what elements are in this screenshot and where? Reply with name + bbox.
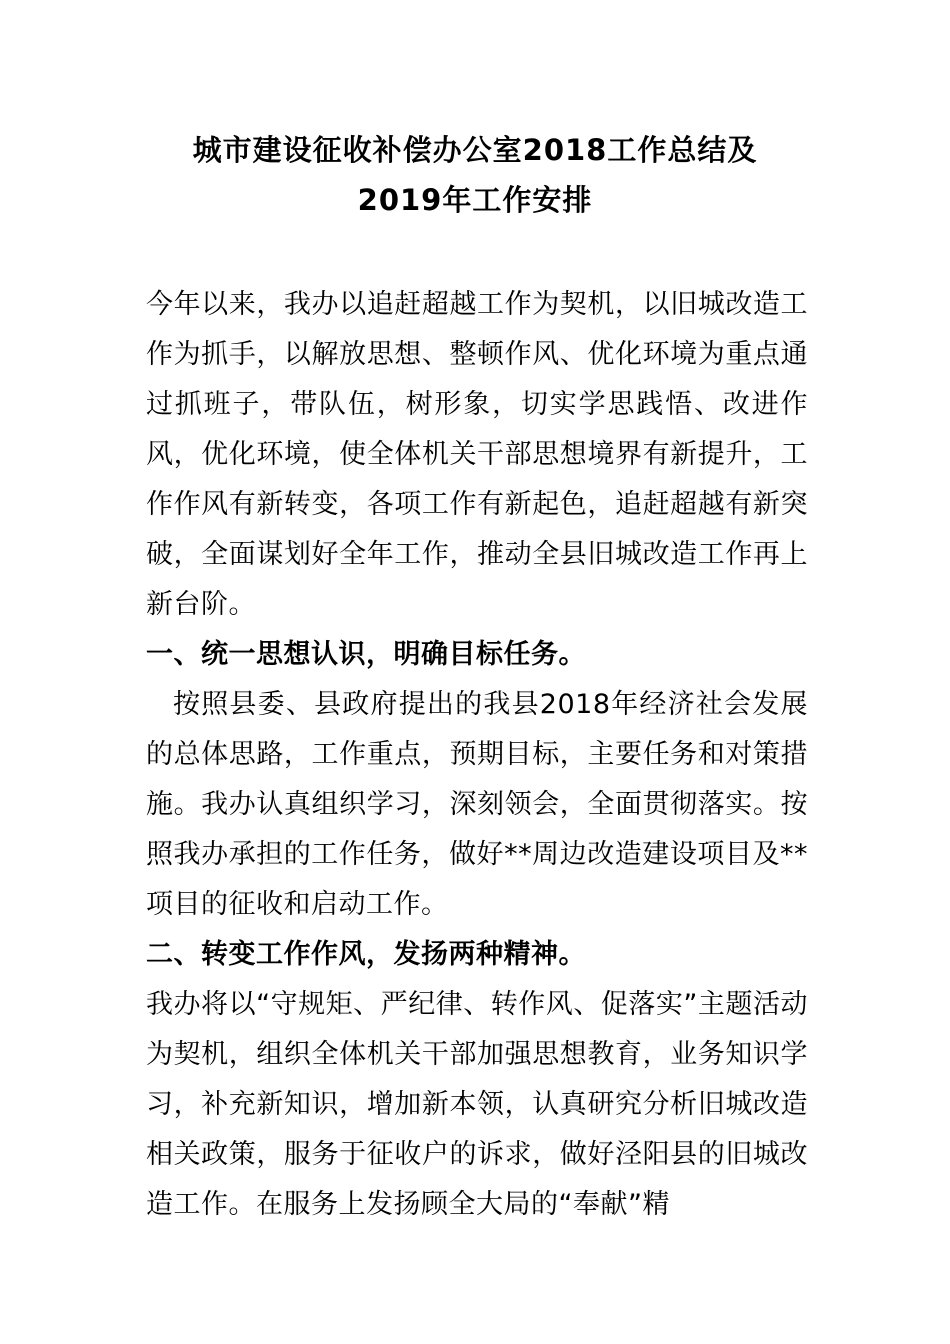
document-title-line1: 城市建设征收补偿办公室2018工作总结及 <box>192 133 758 167</box>
intro-paragraph: 今年以来，我办以追赶超越工作为契机，以旧城改造工作为抓手，以解放思想、整顿作风、优化环境为重点通过抓班子，带队伍，树形象，切实学思践悟、改进作风，优化环境，使全体机关干部思想境界有新提升，工作作风有新转变，各项工作有新起色，追赶超越有新突破，全面谋划好全年工作，推动全县旧城改造工作再上新台阶。 <box>146 289 808 620</box>
document-title-line2: 2019年工作安排 <box>357 183 593 217</box>
section2-paragraph: 我办将以“守规矩、严纪律、转作风、促落实”主题活动为契机，组织全体机关干部加强思想教育，业务知识学习，补充新知识，增加新本领，认真研究分析旧城改造相关政策，服务于征收户的诉求，做好泾阳县的旧城改造工作。在服务上发扬顾全大局的“奉献”精 <box>146 989 808 1220</box>
document-body <box>146 280 808 1230</box>
section1-paragraph: 按照县委、县政府提出的我县2018年经济社会发展的总体思路，工作重点，预期目标，主要任务和对策措施。我办认真组织学习，深刻领会，全面贯彻落实。按照我办承担的工作任务，做好**周边改造建设项目及**项目的征收和启动工作。 <box>146 689 808 920</box>
section1-heading: 一、统一思想认识，明确目标任务。 <box>146 639 586 670</box>
section2-heading: 二、转变工作作风，发扬两种精神。 <box>146 939 586 970</box>
